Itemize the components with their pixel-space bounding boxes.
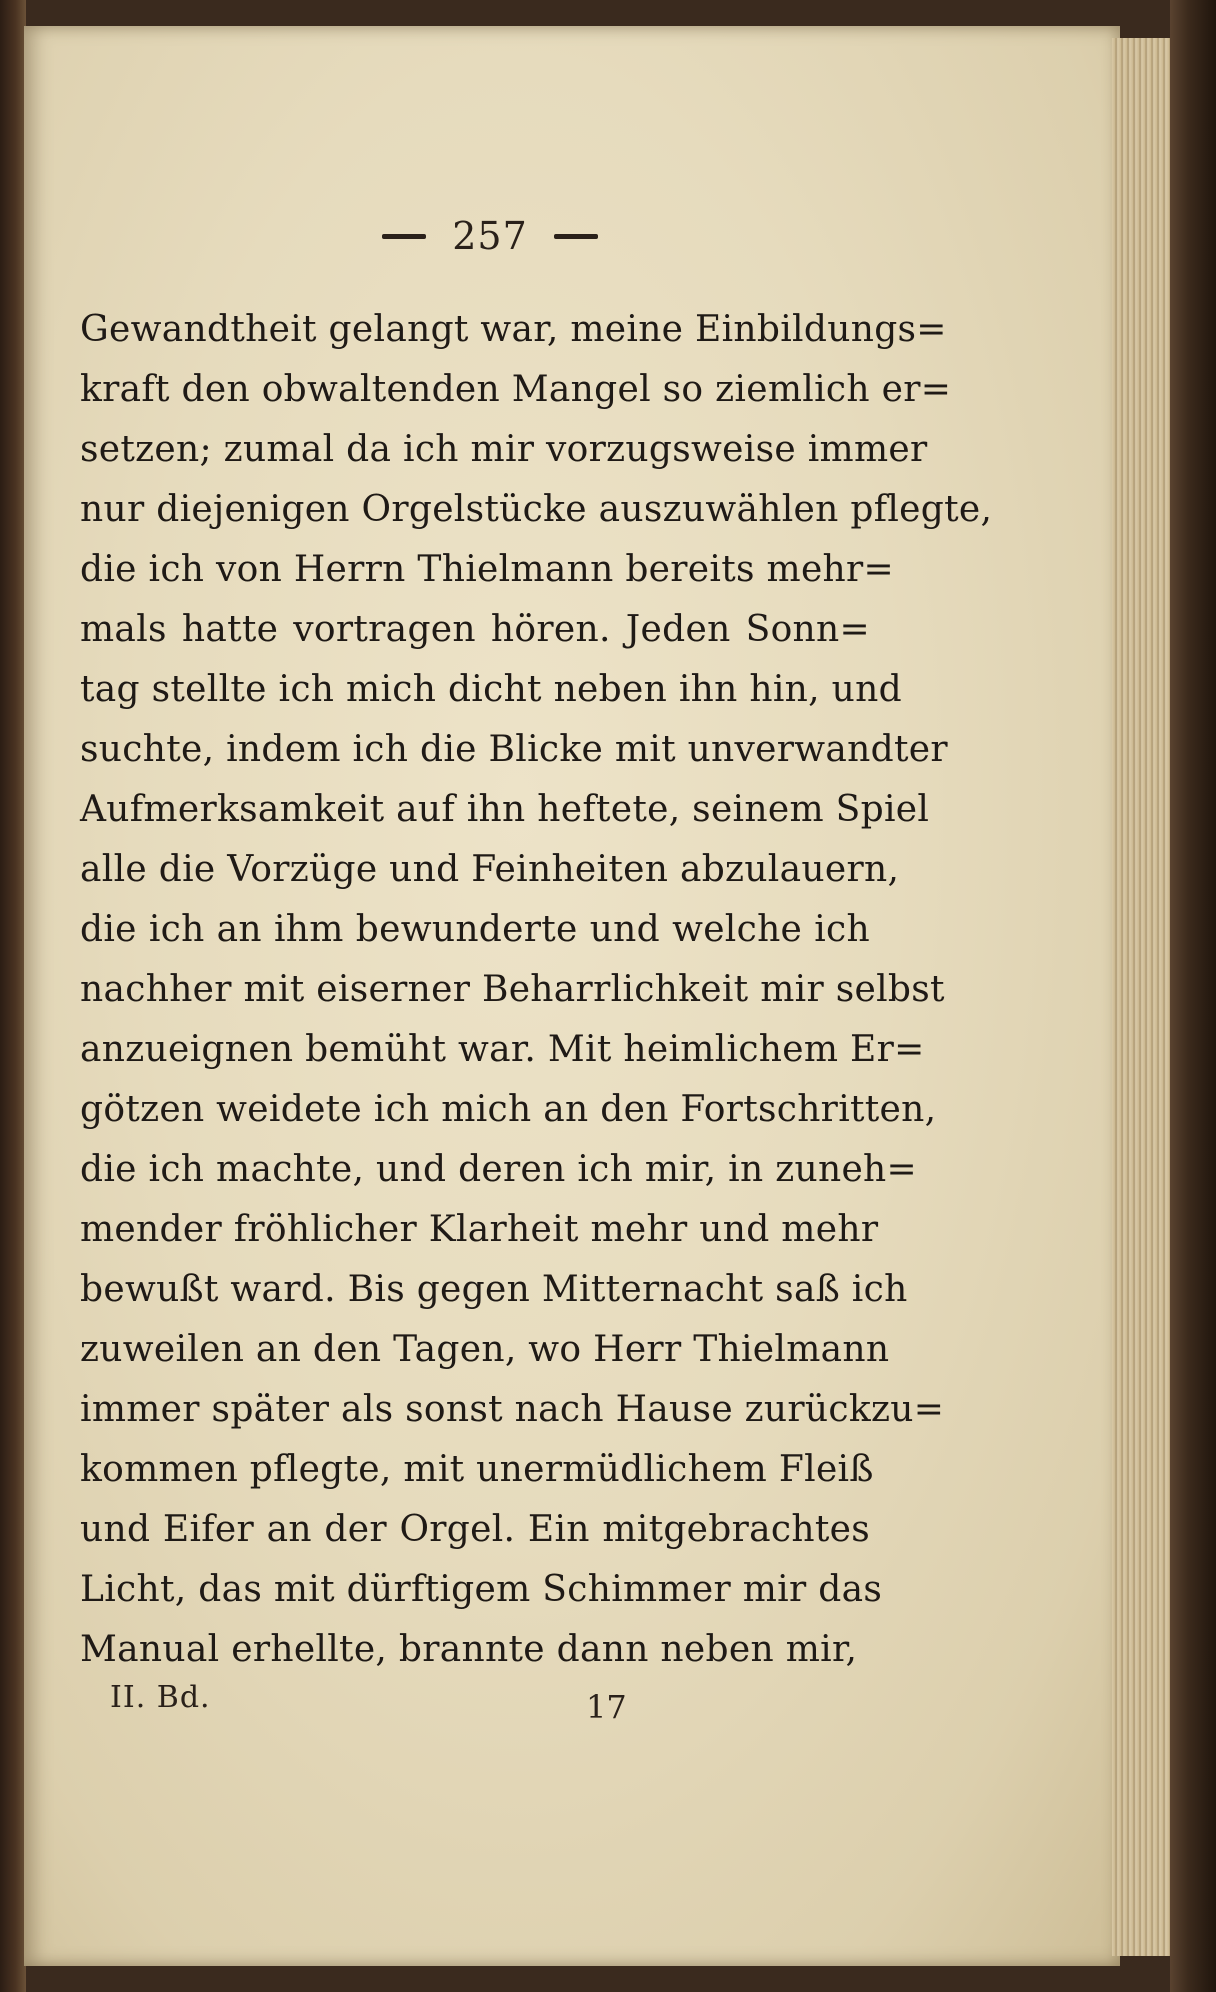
header-dash-right xyxy=(554,234,598,239)
header-dash-left xyxy=(382,234,426,239)
volume-signature: II. Bd. xyxy=(110,1680,211,1715)
text-line: Manual erhellte, brannte dann neben mir, xyxy=(80,1629,858,1670)
text-line: mender fröhlicher Klarheit mehr und mehr xyxy=(80,1209,879,1250)
gathering-signature: 17 xyxy=(586,1688,627,1726)
text-line: zuweilen an den Tagen, wo Herr Thielmann xyxy=(80,1329,890,1370)
book-cover-right-edge xyxy=(1170,0,1216,1992)
text-line: suchte, indem ich die Blicke mit unverwandter xyxy=(80,729,948,770)
text-line: tag stellte ich mich dicht neben ihn hin, und xyxy=(80,669,902,710)
text-line: kommen pflegte, mit unermüdlichem Fleiß xyxy=(80,1449,874,1490)
text-line: setzen; zumal da ich mir vorzugsweise immer xyxy=(80,429,928,470)
page-number: 257 xyxy=(452,214,528,258)
text-line: und Eifer an der Orgel. Ein mitgebrachtes xyxy=(80,1509,870,1550)
page-header xyxy=(340,206,640,266)
text-line: die ich von Herrn Thielmann bereits mehr= xyxy=(80,549,895,590)
text-line: bewußt ward. Bis gegen Mitternacht saß ich xyxy=(80,1269,908,1310)
text-line: götzen weidete ich mich an den Fortschritten, xyxy=(80,1089,937,1130)
text-line: Licht, das mit dürftigem Schimmer mir das xyxy=(80,1569,883,1610)
body-text xyxy=(80,300,993,1680)
text-line: anzueignen bemüht war. Mit heimlichem Er= xyxy=(80,1029,925,1070)
book-cover-left-edge xyxy=(0,0,26,1992)
text-line: nur diejenigen Orgelstücke auszuwählen pflegte, xyxy=(80,489,993,530)
text-line: kraft den obwaltenden Mangel so ziemlich er= xyxy=(80,369,952,410)
page-edges xyxy=(1112,38,1176,1956)
text-line: alle die Vorzüge und Feinheiten abzulauern, xyxy=(80,849,900,890)
text-line: mals hatte vortragen hören. Jeden Sonn= xyxy=(80,609,870,650)
text-line: die ich machte, und deren ich mir, in zuneh= xyxy=(80,1149,917,1190)
text-line: nachher mit eiserner Beharrlichkeit mir selbst xyxy=(80,969,945,1010)
text-line: Aufmerksamkeit auf ihn heftete, seinem Spiel xyxy=(80,789,930,830)
text-line: die ich an ihm bewunderte und welche ich xyxy=(80,909,870,950)
text-line: Gewandtheit gelangt war, meine Einbildungs= xyxy=(80,309,947,350)
text-line: immer später als sonst nach Hause zurückzu= xyxy=(80,1389,945,1430)
